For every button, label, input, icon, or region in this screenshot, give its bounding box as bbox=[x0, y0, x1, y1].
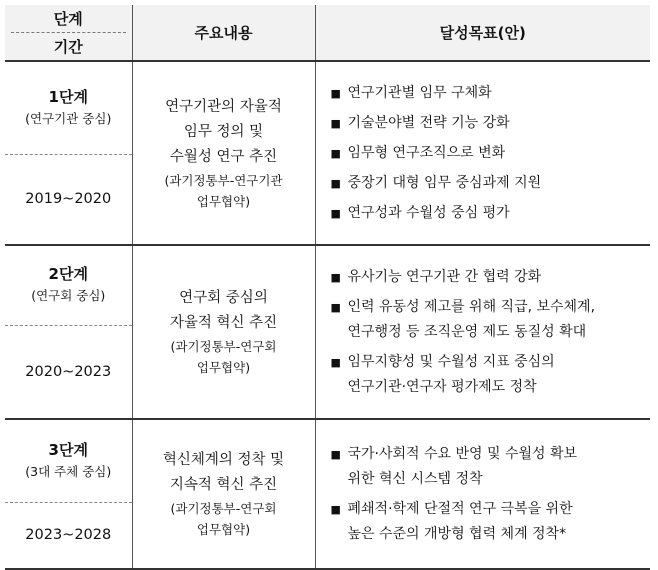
content-note-line: 업무협약) bbox=[196, 360, 251, 375]
content-line: 혁신체계의 정착 및 bbox=[162, 452, 285, 468]
goal-item bbox=[328, 111, 651, 136]
square-bullet-icon: ■ bbox=[330, 300, 341, 314]
goal-text-line: 임무형 연구조직으로 변화 bbox=[347, 144, 506, 161]
goals-list bbox=[316, 72, 651, 235]
content-note-line: 업무협약) bbox=[196, 193, 251, 209]
header-goals: 달성목표(안) bbox=[315, 5, 650, 61]
goal-item bbox=[328, 141, 651, 166]
square-bullet-icon: ■ bbox=[330, 116, 341, 130]
square-bullet-icon: ■ bbox=[330, 86, 341, 100]
stage-row-top bbox=[5, 419, 650, 502]
stage-title: 3단계 bbox=[48, 440, 88, 459]
square-bullet-icon: ■ bbox=[330, 270, 341, 284]
goal-text-line: 중장기 대형 임무 중심과제 지원 bbox=[347, 174, 542, 191]
stage-row-top bbox=[5, 61, 650, 154]
goal-item bbox=[328, 442, 651, 492]
goal-text-line: 폐쇄적·학제 단절적 연구 극복을 위한 bbox=[347, 500, 573, 517]
content-line: 연구기관의 자율적 bbox=[165, 98, 282, 115]
content-cell bbox=[132, 245, 315, 419]
content-line: 수월성 연구 추진 bbox=[169, 148, 278, 165]
stage-subtitle: (3대 주체 중심) bbox=[25, 463, 112, 479]
goal-text-line: 높은 수준의 개방형 협력 체계 정착* bbox=[347, 525, 567, 542]
goal-text-line: 위한 혁신 시스템 정착 bbox=[347, 470, 483, 487]
content-note-line: (과기정통부-연구회 bbox=[170, 339, 277, 354]
content-cell bbox=[132, 61, 315, 245]
square-bullet-icon: ■ bbox=[330, 502, 341, 516]
stage-subtitle: (연구회 중심) bbox=[31, 288, 106, 304]
stage-period: 2023~2028 bbox=[5, 502, 132, 569]
goals-list bbox=[316, 433, 651, 556]
goal-item bbox=[328, 81, 651, 106]
goal-text-line: 연구기관별 임무 구체화 bbox=[347, 84, 492, 101]
content-cell bbox=[132, 419, 315, 569]
goal-item bbox=[328, 201, 651, 226]
goal-text-line: 연구기관·연구자 평가제도 정착 bbox=[347, 378, 537, 395]
header-period: 기간 bbox=[53, 38, 83, 56]
goal-text-line: 기술분야별 전략 기능 강화 bbox=[347, 114, 510, 131]
goal-text-line: 유사기능 연구기관 간 협력 강화 bbox=[347, 268, 542, 285]
goal-item bbox=[328, 171, 651, 196]
goal-text-line: 국가·사회적 수요 반영 및 수월성 확보 bbox=[347, 445, 578, 462]
content-line: 임무 정의 및 bbox=[183, 123, 264, 140]
square-bullet-icon: ■ bbox=[330, 355, 341, 369]
goal-text-line: 인력 유동성 제고를 위해 직급, 보수체계, bbox=[347, 298, 596, 315]
goal-text-line: 임무지향성 및 수월성 지표 중심의 bbox=[347, 353, 555, 370]
content-line: 자율적 혁신 추진 bbox=[169, 315, 278, 331]
header-content: 주요내용 bbox=[132, 5, 315, 61]
content-line: 지속적 혁신 추진 bbox=[169, 477, 278, 493]
content-line: 연구회 중심의 bbox=[179, 290, 268, 306]
goal-text-line: 연구성과 수월성 중심 평가 bbox=[347, 204, 510, 221]
stage-cell bbox=[5, 419, 132, 502]
content-note-line: (과기정통부-연구회 bbox=[170, 501, 277, 516]
stage-row-top bbox=[5, 245, 650, 325]
roadmap-table bbox=[5, 5, 650, 570]
goal-item bbox=[328, 497, 651, 547]
header-stage: 단계 bbox=[11, 6, 126, 33]
stage-title: 1단계 bbox=[48, 87, 88, 106]
goal-item bbox=[328, 295, 651, 345]
goals-cell bbox=[315, 245, 650, 419]
goal-text-line: 연구행정 등 조직운영 제도 동질성 확대 bbox=[347, 323, 587, 340]
header-stage-period bbox=[5, 5, 132, 61]
square-bullet-icon: ■ bbox=[330, 447, 341, 461]
table-header-row bbox=[5, 5, 650, 61]
square-bullet-icon: ■ bbox=[330, 176, 341, 190]
square-bullet-icon: ■ bbox=[330, 146, 341, 160]
stage-subtitle: (연구기관 중심) bbox=[25, 110, 112, 126]
goals-cell bbox=[315, 61, 650, 245]
stage-cell bbox=[5, 61, 132, 154]
goal-item bbox=[328, 350, 651, 400]
stage-cell bbox=[5, 245, 132, 325]
table-body bbox=[5, 61, 650, 569]
stage-period: 2020~2023 bbox=[5, 325, 132, 419]
goals-list bbox=[316, 256, 651, 409]
goal-item bbox=[328, 265, 651, 290]
stage-title: 2단계 bbox=[48, 265, 88, 284]
goals-cell bbox=[315, 419, 650, 569]
content-note-line: 업무협약) bbox=[196, 522, 251, 537]
square-bullet-icon: ■ bbox=[330, 206, 341, 220]
content-note-line: (과기정통부-연구기관 bbox=[164, 172, 283, 188]
stage-period: 2019~2020 bbox=[5, 154, 132, 245]
